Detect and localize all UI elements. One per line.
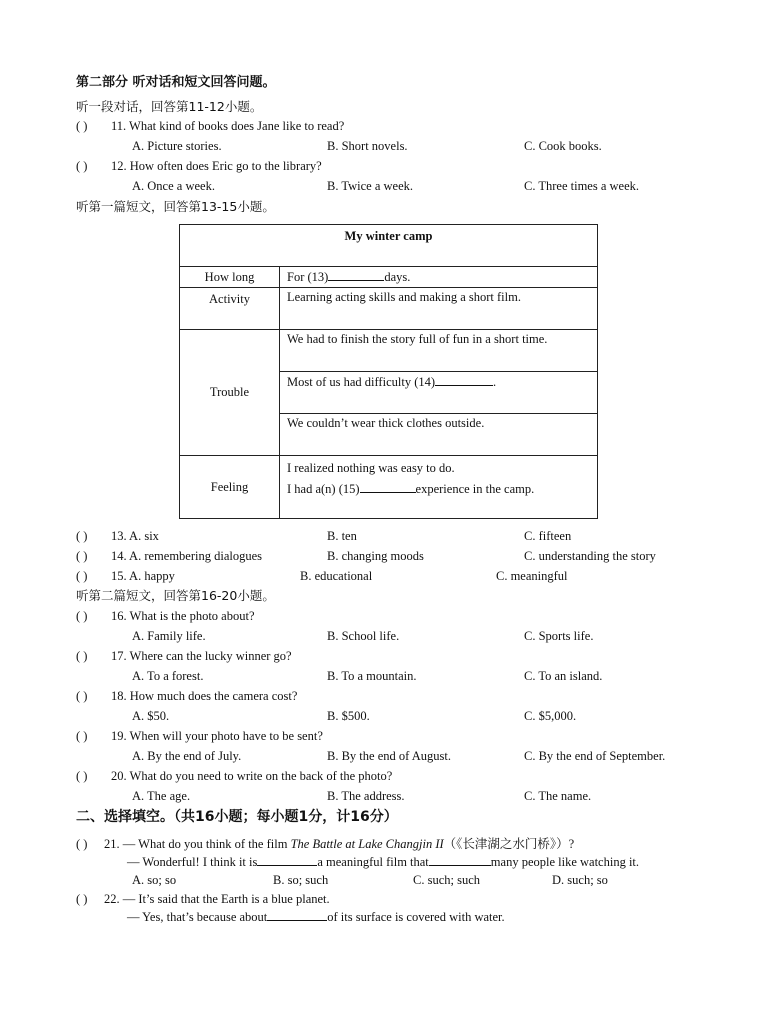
option-b: B. educational	[300, 569, 373, 583]
q21-suffix: （《长津湖之水门桥》）?	[443, 837, 575, 851]
section2-heading: 二、选择填空。（共16小题；每小题1分，计16分）	[76, 809, 398, 825]
answer-bracket[interactable]: ( )	[76, 689, 88, 703]
option-b: B. changing moods	[327, 549, 424, 563]
option-c: C. Cook books.	[524, 139, 602, 153]
film-title: The Battle at Lake Changjin II	[290, 837, 444, 851]
trouble-line-2-text: Most of us had difficulty (14)	[287, 375, 436, 389]
row-feeling	[280, 456, 598, 519]
trouble-line-2-suffix: .	[493, 375, 497, 389]
trouble-line-2	[280, 372, 598, 414]
dialogue-instruction: 听一段对话，回答第11-12小题。	[76, 99, 263, 114]
row-label-trouble: Trouble	[180, 330, 280, 456]
reply-part-c: many people like watching it.	[490, 855, 640, 869]
blank-22[interactable]	[267, 909, 327, 921]
option-a: A. To a forest.	[132, 669, 204, 683]
option-c: C. By the end of September.	[524, 749, 666, 763]
answer-bracket[interactable]: ( )	[76, 159, 88, 173]
question-stem: 19. When will your photo have to be sent?	[111, 729, 323, 743]
question-stem: 14. A. remembering dialogues	[111, 549, 263, 563]
question-stem: 12. How often does Eric go to the library?	[111, 159, 322, 173]
q21-prefix: 21. — What do you think of the film	[104, 837, 291, 851]
question-stem: 18. How much does the camera cost?	[111, 689, 298, 703]
option-c: C. To an island.	[524, 669, 603, 683]
option-c: C. $5,000.	[524, 709, 577, 723]
option-c: C. Three times a week.	[524, 179, 640, 193]
feeling-line-2	[287, 479, 590, 500]
option-c: C. such; such	[413, 873, 481, 887]
question-stem: 15. A. happy	[111, 569, 175, 583]
answer-bracket[interactable]: ( )	[76, 119, 88, 133]
feeling-line-1: I realized nothing was easy to do.	[287, 461, 455, 475]
blank-21b[interactable]	[429, 854, 491, 866]
passage1-instruction: 听第一篇短文，回答第13-15小题。	[76, 199, 275, 214]
option-b: B. so; such	[273, 873, 329, 887]
row-label-activity: Activity	[180, 288, 280, 330]
table-title: My winter camp	[344, 229, 433, 243]
option-b: B. To a mountain.	[327, 669, 417, 683]
blank-14[interactable]	[435, 374, 493, 386]
reply-part-b: a meaningful film that	[317, 855, 429, 869]
q22-reply	[127, 909, 505, 925]
option-b: B. The address.	[327, 789, 405, 803]
option-c: C. Sports life.	[524, 629, 594, 643]
trouble-line-3: We couldn’t wear thick clothes outside.	[280, 414, 598, 456]
option-c: C. understanding the story	[524, 549, 656, 563]
answer-bracket[interactable]: ( )	[76, 892, 88, 906]
answer-bracket[interactable]: ( )	[76, 649, 88, 663]
option-b: B. School life.	[327, 629, 400, 643]
how-long-text: For (13)	[287, 270, 329, 284]
question-stem: 17. Where can the lucky winner go?	[111, 649, 292, 663]
question-stem	[104, 836, 574, 852]
answer-bracket[interactable]: ( )	[76, 529, 88, 543]
question-stem: 16. What is the photo about?	[111, 609, 255, 623]
feeling-line-2-suffix: experience in the camp.	[415, 482, 535, 496]
option-c: C. meaningful	[496, 569, 568, 583]
row-activity: Learning acting skills and making a short film.	[280, 288, 598, 330]
option-b: B. Short novels.	[327, 139, 408, 153]
option-a: A. so; so	[132, 873, 177, 887]
option-b: B. ten	[327, 529, 357, 543]
winter-camp-table	[179, 224, 598, 519]
reply-part-a: — Wonderful! I think it is	[127, 855, 258, 869]
answer-bracket[interactable]: ( )	[76, 729, 88, 743]
answer-bracket[interactable]: ( )	[76, 549, 88, 563]
answer-bracket[interactable]: ( )	[76, 769, 88, 783]
q21-reply	[127, 854, 639, 870]
row-label-feeling: Feeling	[180, 456, 280, 519]
option-d: D. such; so	[552, 873, 608, 887]
question-stem: 11. What kind of books does Jane like to read?	[111, 119, 345, 133]
blank-13[interactable]	[328, 269, 384, 281]
option-c: C. The name.	[524, 789, 592, 803]
feeling-line-2-text: I had a(n) (15)	[287, 482, 360, 496]
trouble-line-1: We had to finish the story full of fun in a short time.	[280, 330, 598, 372]
option-a: A. Family life.	[132, 629, 206, 643]
blank-21a[interactable]	[257, 854, 317, 866]
answer-bracket[interactable]: ( )	[76, 837, 88, 851]
option-a: A. The age.	[132, 789, 191, 803]
option-c: C. fifteen	[524, 529, 572, 543]
option-b: B. $500.	[327, 709, 370, 723]
reply-part-a: — Yes, that’s because about	[127, 910, 268, 924]
question-stem: 22. — It’s said that the Earth is a blue planet.	[104, 892, 330, 906]
option-a: A. $50.	[132, 709, 170, 723]
option-a: A. Picture stories.	[132, 139, 222, 153]
row-label-how-long: How long	[180, 267, 280, 288]
passage2-instruction: 听第二篇短文，回答第16-20小题。	[76, 588, 275, 603]
question-stem: 13. A. six	[111, 529, 159, 543]
row-how-long	[280, 267, 598, 288]
question-stem: 20. What do you need to write on the back of the photo?	[111, 769, 393, 783]
blank-15[interactable]	[360, 481, 416, 493]
answer-bracket[interactable]: ( )	[76, 569, 88, 583]
option-b: B. Twice a week.	[327, 179, 414, 193]
part2-heading: 第二部分 听对话和短文回答问题。	[76, 75, 276, 90]
reply-part-b: of its surface is covered with water.	[327, 910, 505, 924]
answer-bracket[interactable]: ( )	[76, 609, 88, 623]
option-a: A. By the end of July.	[132, 749, 242, 763]
option-b: B. By the end of August.	[327, 749, 451, 763]
how-long-suffix: days.	[384, 270, 411, 284]
table-title-cell	[180, 225, 598, 267]
option-a: A. Once a week.	[132, 179, 215, 193]
